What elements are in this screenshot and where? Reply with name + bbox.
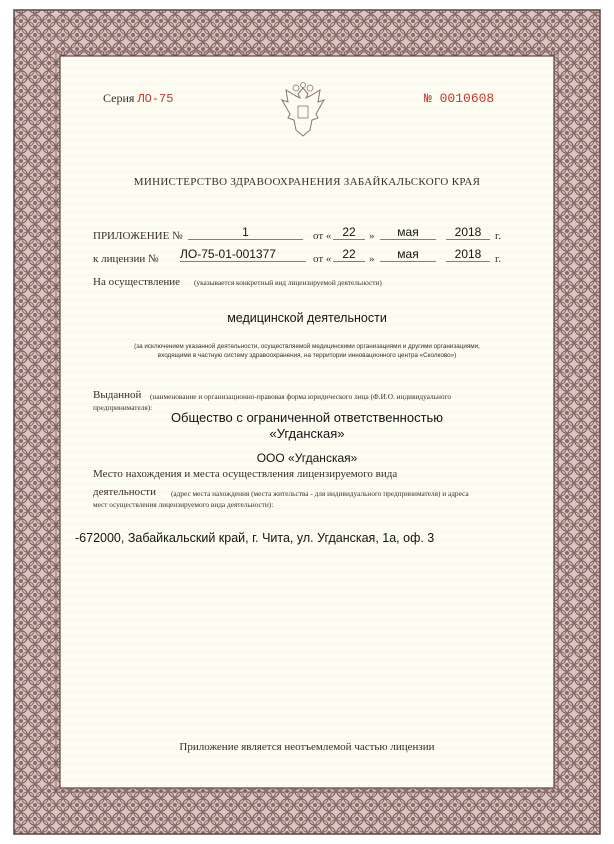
issued-name-line1: Общество с ограниченной ответственностью [170,410,444,425]
issued-name-line2: «Угданская» [269,426,345,441]
activity-note-line1: (за исключением указанной деятельности, осуществляемой медицинскими организациями и другими организациями, [134,343,480,350]
license-day: 22 [333,247,365,262]
location-label-line2: деятельности [93,486,156,498]
appendix-month: мая [380,225,436,240]
activity-value: медицинской деятельности [227,311,387,325]
issued-hint-line2: предпринимателя): [93,403,153,412]
appendix-from: от « [313,230,332,242]
license-year: 2018 [446,247,490,262]
location-address: -672000, Забайкальский край, г. Чита, ул. Угданская, 1а, оф. 3 [75,531,435,545]
license-label: к лицензии № [93,253,159,265]
appendix-day: 22 [333,225,365,240]
license-number: ЛО-75-01-001377 [180,247,306,262]
number-sign: № [424,91,432,106]
license-year-suffix: г. [495,253,502,265]
appendix-year: 2018 [446,225,490,240]
ministry-title: МИНИСТЕРСТВО ЗДРАВООХРАНЕНИЯ ЗАБАЙКАЛЬСКОГО КРАЯ [133,176,481,188]
activity-label: На осуществление [93,276,180,288]
footer-note: Приложение является неотъемлемой частью лицензии [179,741,435,753]
location-hint-line1: (адрес места нахождения (места жительства - для индивидуального предпринимателя) и адреса [171,489,469,498]
license-from: от « [313,253,332,265]
license-quote-close: » [369,253,375,265]
appendix-year-suffix: г. [495,230,502,242]
activity-note-line2: входящими в частную систему здравоохранения, на территории инновационного центра «Сколково») [157,352,457,359]
location-hint-line2: мест осуществления лицензируемого вида деятельности): [93,500,274,509]
issued-short-name: ООО «Угданская» [256,451,358,465]
license-month: мая [380,247,436,262]
number-value: 0010608 [439,91,495,106]
issued-label: Выданной [93,389,142,401]
appendix-quote-close: » [369,230,375,242]
activity-hint: (указывается конкретный вид лицензируемой деятельности) [194,278,382,287]
location-label-line1: Место нахождения и места осуществления лицензируемого вида [93,468,398,480]
issued-hint-line1: (наименование и организационно-правовая форма юридического лица (Ф.И.О. индивидуального [150,392,451,401]
series-value: ЛО-75 [137,92,174,106]
appendix-number: 1 [188,225,303,240]
russian-coat-of-arms-icon [276,82,330,140]
appendix-label: ПРИЛОЖЕНИЕ № [93,230,183,242]
series-label: Серия [103,91,135,105]
